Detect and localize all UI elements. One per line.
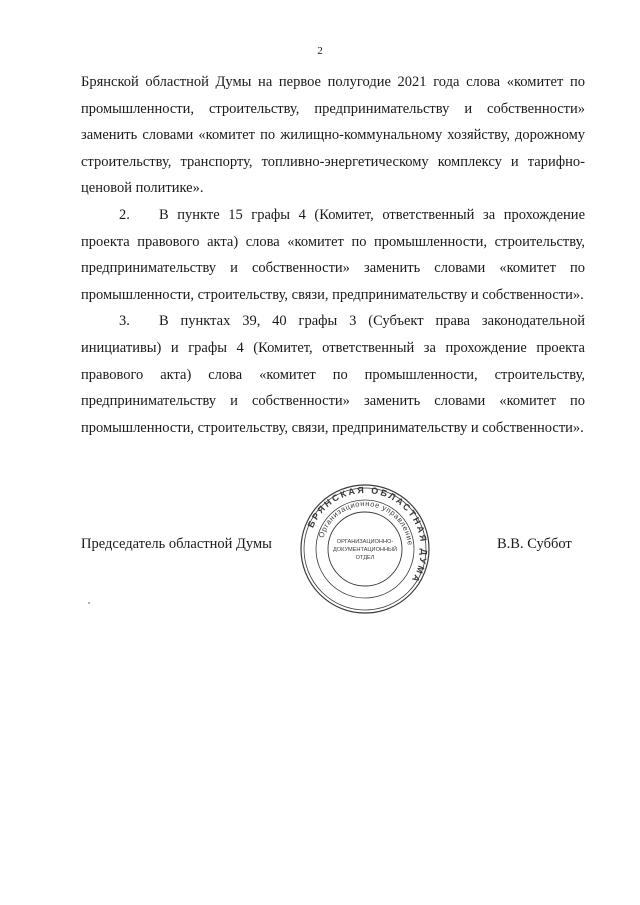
svg-text:БРЯНСКАЯ ОБЛАСТНАЯ ДУМА: БРЯНСКАЯ ОБЛАСТНАЯ ДУМА bbox=[305, 484, 430, 586]
paragraph-2-number: 2. bbox=[119, 206, 130, 223]
stamp-center-line-2: ДОКУМЕНТАЦИОННЫЙ bbox=[333, 547, 397, 553]
paragraph-1: Брянской областной Думы на первое полугодие 2021 года слова «комитет по промышленности, строительству, предпринимательству и собственности» заменить словами «комитет по жилищно-коммунальному хозяйству, дорожному строительству, транспорту, топливно-энергетическому комплексу и тарифно-ценовой политике». bbox=[81, 74, 585, 197]
stamp-center-line-1: ОРГАНИЗАЦИОННО- bbox=[336, 539, 394, 545]
scan-speck bbox=[88, 602, 90, 604]
signatory-title: Председатель областной Думы bbox=[81, 536, 272, 552]
paragraph-3-text: В пунктах 39, 40 графы 3 (Субъект права законодательной инициативы) и графы 4 (Комитет, ответственный за прохождение проекта правового акта) слова «комитет по промышленности, строительству, предпринимательству и собственности» заменить словами «комитет по промышленности, строительству, связи, предпринимательству и собственности». bbox=[81, 313, 585, 436]
page-number: 2 bbox=[317, 45, 323, 57]
signatory-name: В.В. Суббот bbox=[497, 536, 572, 552]
stamp-center-line-3: ОТДЕЛ bbox=[355, 555, 375, 561]
paragraph-3 bbox=[81, 308, 585, 441]
official-seal-stamp bbox=[299, 483, 431, 615]
document-body bbox=[81, 69, 585, 441]
paragraph-3-number: 3. bbox=[119, 313, 130, 330]
svg-text:Организационное управление: Организационное управление bbox=[316, 498, 415, 547]
paragraph-2 bbox=[81, 202, 585, 308]
paragraph-2-text: В пункте 15 графы 4 (Комитет, ответственный за прохождение проекта правового акта) слова «комитет по промышленности, строительству, предпринимательству и собственности» заменить словами «комитет по промышленности, строительству, связи, предпринимательству и собственности». bbox=[81, 206, 585, 303]
